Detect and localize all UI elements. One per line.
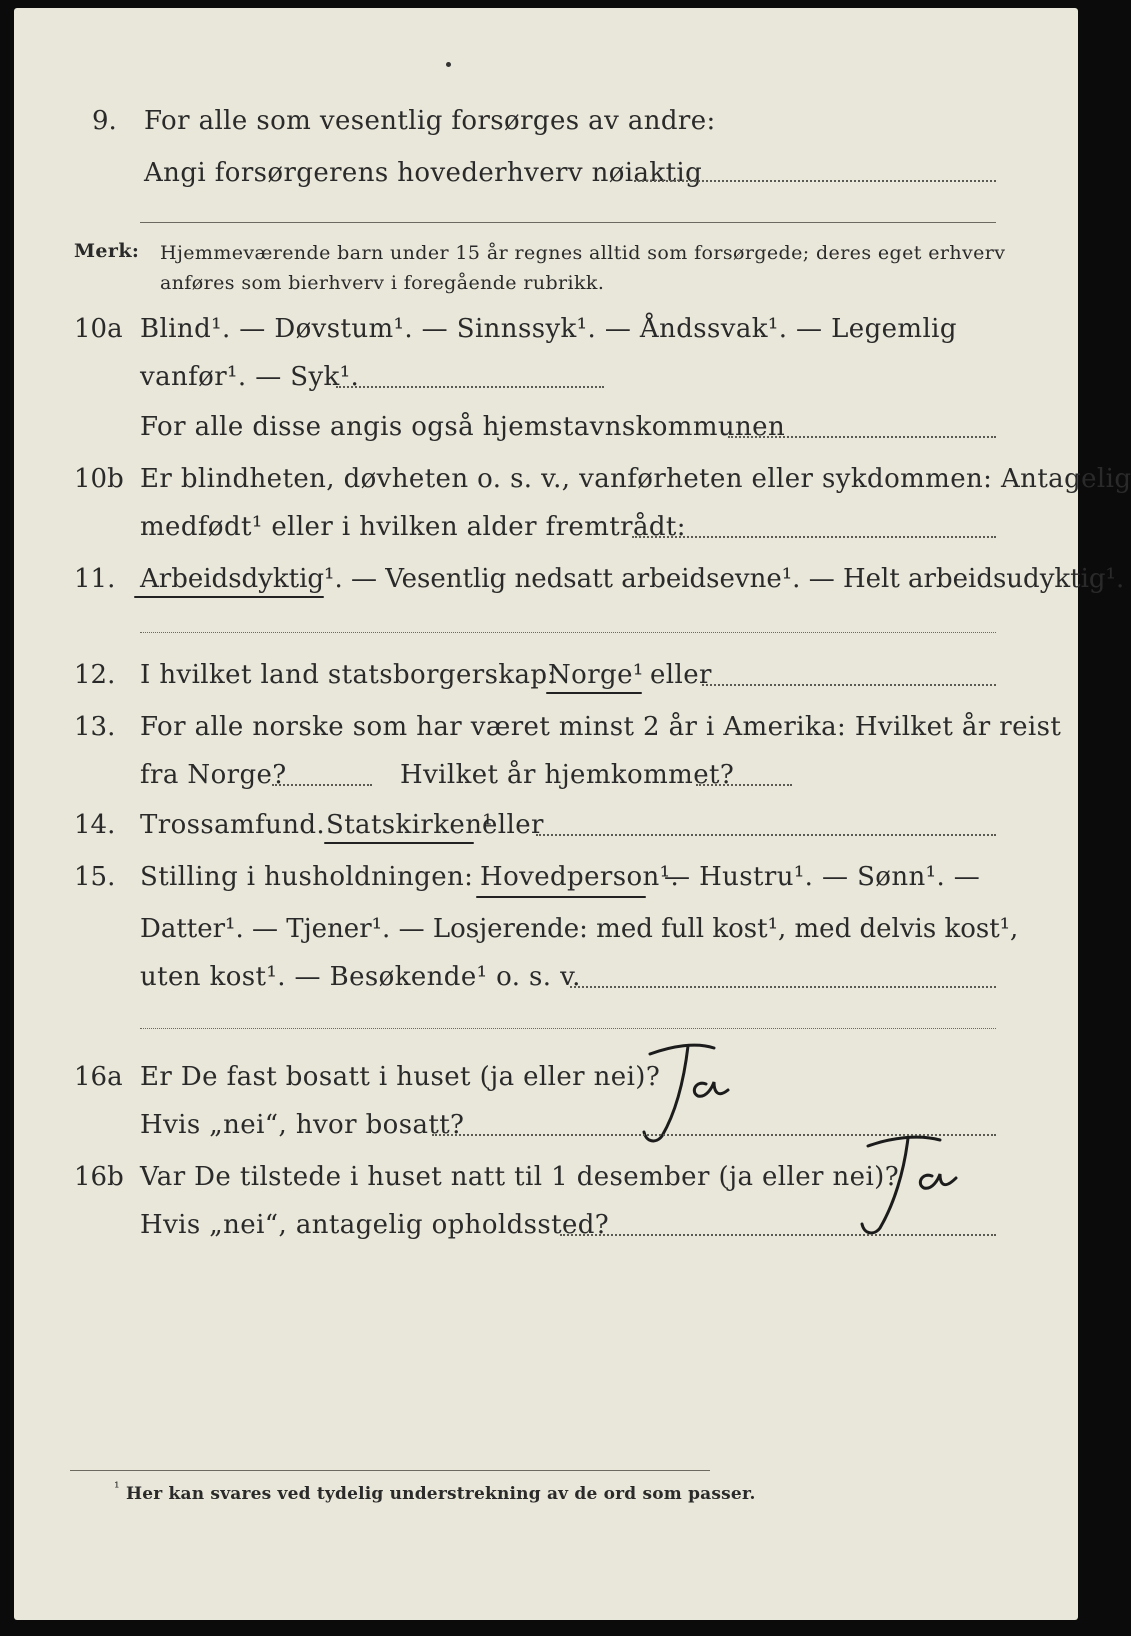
merk-line1: Hjemmeværende barn under 15 år regnes alltid som forsørgede; deres eget erhverv [160, 242, 1006, 264]
q15-number: 15. [74, 862, 116, 892]
q12-norge: Norge¹ [548, 660, 644, 690]
census-form-page [14, 8, 1131, 1620]
q15-hovedperson-underline [476, 896, 646, 898]
q10a-line1: Blind¹. — Døvstum¹. — Sinnssyk¹. — Åndssvak¹. — Legemlig [140, 314, 957, 344]
footnote-text: Her kan svares ved tydelig understrekning av de ord som passer. [126, 1484, 756, 1504]
footnote-mark: ¹ [114, 1480, 121, 1496]
q10b-answer-field[interactable] [632, 536, 996, 538]
q11-continuation-line[interactable] [140, 632, 996, 633]
q15-line2: Datter¹. — Tjener¹. — Losjerende: med full kost¹, med delvis kost¹, [140, 914, 1019, 944]
q9-line1: For alle som vesentlig forsørges av andre: [144, 106, 716, 136]
q16b-line2: Hvis „nei“, antagelig opholdssted? [140, 1210, 610, 1240]
q11-arbeidsdyktig-underline [134, 596, 324, 598]
q9-continuation-line[interactable] [140, 222, 996, 223]
q11-line1: Arbeidsdyktig¹. — Vesentlig nedsatt arbeidsevne¹. — Helt arbeidsudyktig¹. [140, 564, 1125, 594]
q13-hjemkommet-field[interactable] [696, 784, 792, 786]
q10a-line3: For alle disse angis også hjemstavnskommunen [140, 412, 786, 442]
q14-eller: eller [482, 810, 544, 840]
q15-continuation-line[interactable] [140, 1028, 996, 1029]
q9-number: 9. [92, 106, 117, 136]
q10b-line2: medfødt¹ eller i hvilken alder fremtrådt: [140, 512, 686, 542]
q12-line1: I hvilket land statsborgerskap: [140, 660, 557, 690]
q13-line1: For alle norske som har været minst 2 år i Amerika: Hvilket år reist [140, 712, 1062, 742]
q15-answer-field[interactable] [570, 986, 996, 988]
q16b-number: 16b [74, 1162, 124, 1192]
q15-line3: uten kost¹. — Besøkende¹ o. s. v. [140, 962, 581, 992]
q16b-handwritten-answer [850, 1132, 980, 1242]
q12-norge-underline [546, 692, 642, 694]
q14-line1: Trossamfund. [140, 810, 326, 840]
q16b-line1: Var De tilstede i huset natt til 1 desember (ja eller nei)? [140, 1162, 900, 1192]
q16a-line1: Er De fast bosatt i huset (ja eller nei)? [140, 1062, 661, 1092]
q16a-answer-text: Ja [432, 840, 433, 841]
q9-answer-field[interactable] [634, 180, 996, 182]
q16a-number: 16a [74, 1062, 123, 1092]
q14-number: 14. [74, 810, 116, 840]
q15-line1a: Stilling i husholdningen: [140, 862, 474, 892]
q14-answer-field[interactable] [536, 834, 996, 836]
q10a-syk-field[interactable] [336, 386, 604, 388]
q12-answer-field[interactable] [702, 684, 996, 686]
q13-hjemkommet-label: Hvilket år hjemkommet? [400, 760, 735, 790]
q14-statskirken-underline [324, 842, 474, 844]
footnote-rule [70, 1470, 710, 1471]
q11-number: 11. [74, 564, 116, 594]
q10a-number: 10a [74, 314, 123, 344]
q10b-line1: Er blindheten, døvheten o. s. v., vanførheten eller sykdommen: Antagelig [140, 464, 1131, 494]
merk-line2: anføres som bierhverv i foregående rubrikk. [160, 272, 605, 294]
q12-eller: eller [650, 660, 712, 690]
q13-reist-label: fra Norge? [140, 760, 287, 790]
q10a-line2: vanfør¹. — Syk¹. [140, 362, 360, 392]
q16b-answer-field[interactable] [560, 1234, 996, 1236]
q10a-hjemstavn-field[interactable] [728, 436, 996, 438]
q13-reist-field[interactable] [272, 784, 372, 786]
q16a-line2: Hvis „nei“, hvor bosatt? [140, 1110, 465, 1140]
q12-number: 12. [74, 660, 116, 690]
ink-dot [446, 62, 451, 67]
q15-hovedperson: Hovedperson¹. [480, 862, 680, 892]
q13-number: 13. [74, 712, 116, 742]
q9-line2: Angi forsørgerens hovederhverv nøiaktig [144, 158, 703, 188]
q10b-number: 10b [74, 464, 124, 494]
merk-label: Merk: [74, 240, 140, 262]
q14-statskirken: Statskirken¹ [326, 810, 494, 840]
q15-line1b: — Hustru¹. — Sønn¹. — [664, 862, 981, 892]
